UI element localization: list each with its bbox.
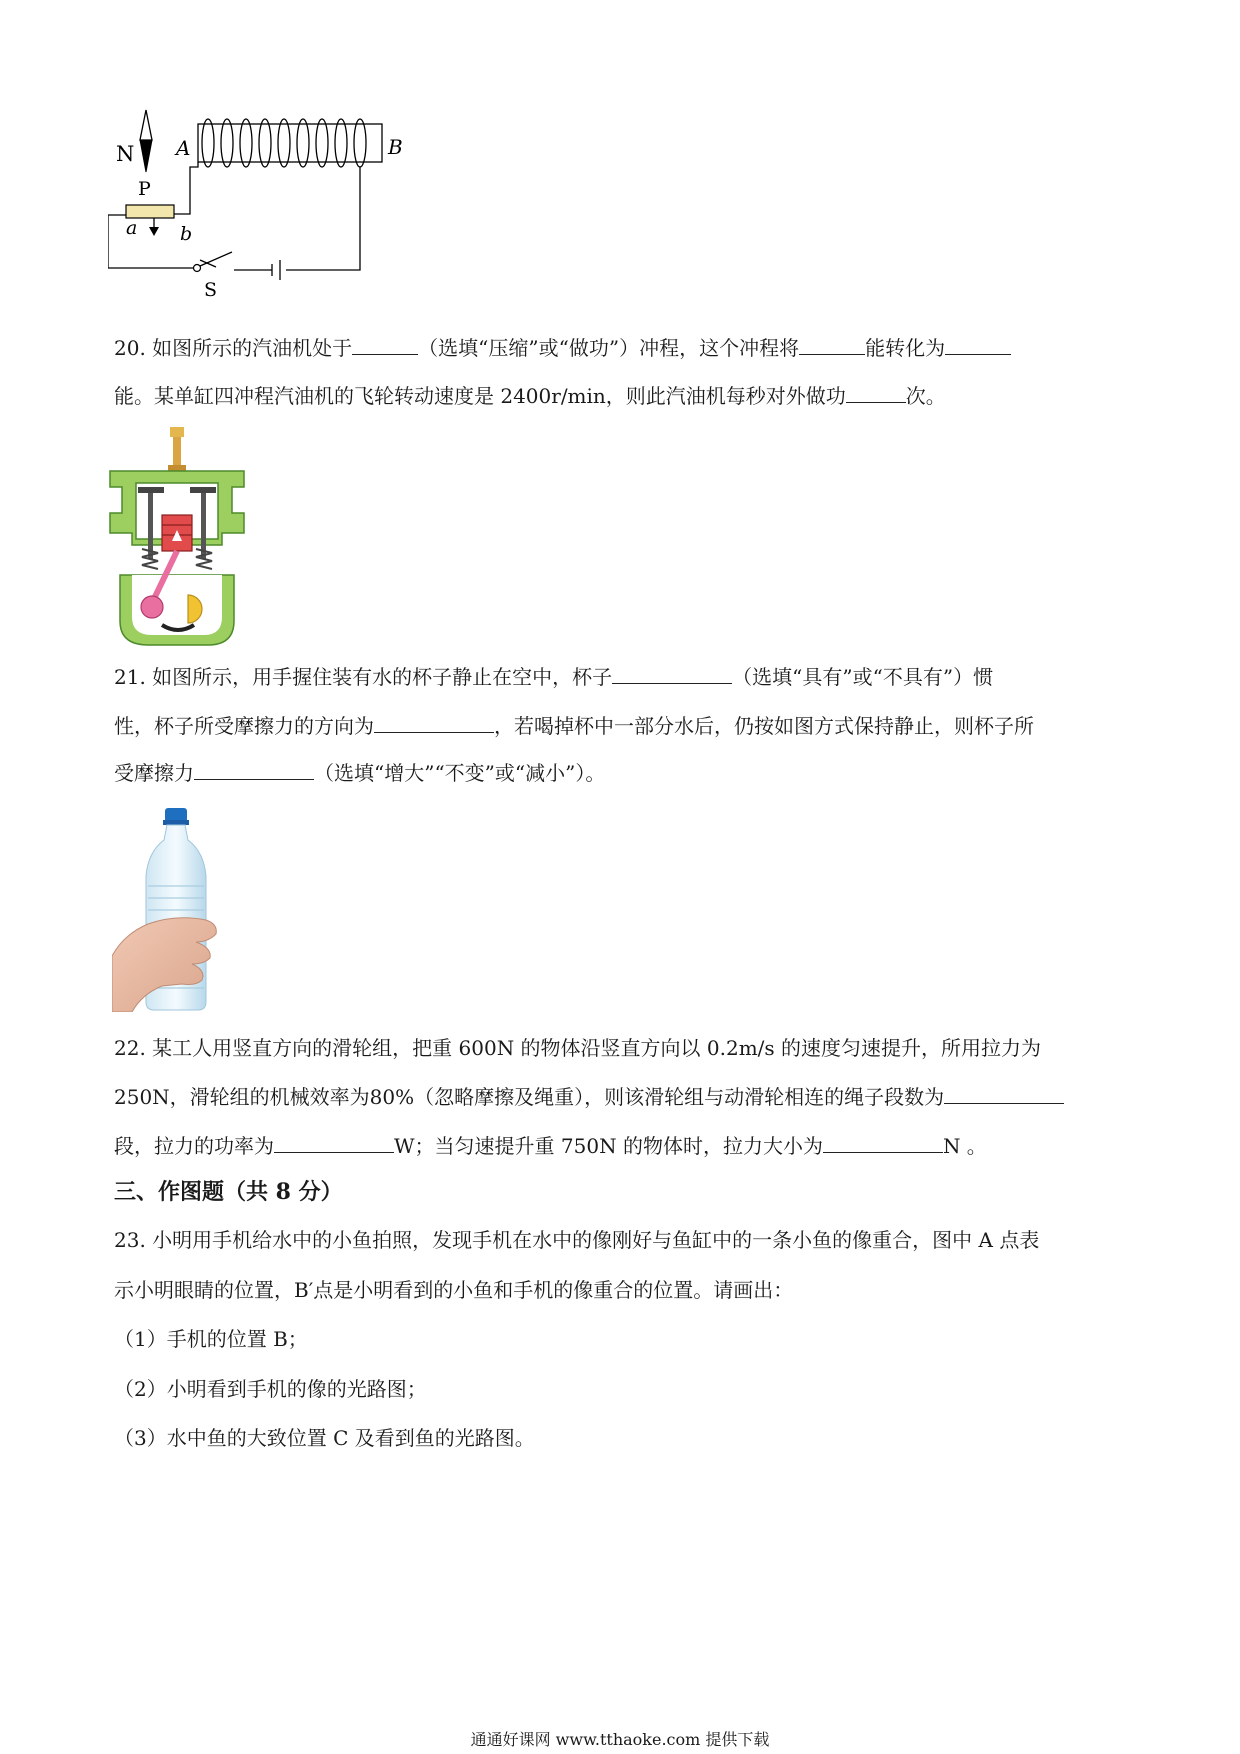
q23-item-3: （3）水中鱼的大致位置 C 及看到鱼的光路图。 xyxy=(114,1426,535,1450)
q22-blank-pull-force[interactable] xyxy=(823,1132,943,1153)
q20-blank-stroke[interactable] xyxy=(352,334,418,355)
q20-text-4: 能。某单缸四冲程汽油机的飞轮转动速度是 2400r/min，则此汽油机每秒对外做功 xyxy=(114,384,846,408)
q22-blank-power[interactable] xyxy=(274,1132,394,1153)
slider-p-label: P xyxy=(138,178,151,200)
q21-line-3 xyxy=(114,759,605,787)
q21-blank-friction-change[interactable] xyxy=(194,759,314,780)
q21-text-3: 性，杯子所受摩擦力的方向为 xyxy=(114,714,374,738)
q22-text-5: N 。 xyxy=(942,1134,987,1158)
q21-text-2: （选填“具有”或“不具有”）惯 xyxy=(732,665,994,689)
q22-text-3: 段，拉力的功率为 xyxy=(114,1134,274,1158)
q20-line-1 xyxy=(114,334,1011,362)
compass-needle-icon xyxy=(140,110,152,172)
compass-n-label: N xyxy=(116,142,135,166)
q23-line-1: 23. 小明用手机给水中的小鱼拍照，发现手机在水中的像刚好与鱼缸中的一条小鱼的像重合，图中 A 点表 xyxy=(114,1228,1040,1252)
solenoid-end-b-label: B xyxy=(388,135,403,159)
q23-item-2: （2）小明看到手机的像的光路图； xyxy=(114,1377,427,1401)
slider-arrow-icon xyxy=(149,227,159,236)
solenoid-circuit-figure xyxy=(108,100,418,305)
q22-text-2: 250N，滑轮组的机械效率为80%（忽略摩擦及绳重），则该滑轮组与动滑轮相连的绳子段数为 xyxy=(114,1085,945,1109)
q21-line-2 xyxy=(114,712,1034,740)
q21-text-6: （选填“增大”“不变”或“减小”）。 xyxy=(314,761,606,785)
q22-line-2 xyxy=(114,1083,1064,1111)
page-footer: 通通好课网 www.tthaoke.com 提供下载 xyxy=(470,1730,770,1749)
q20-text-3: 能转化为 xyxy=(865,336,946,360)
gasoline-engine-figure xyxy=(108,425,248,647)
section-3-heading: 三、作图题（共 8 分） xyxy=(114,1179,343,1205)
q22-text-4: W；当匀速提升重 750N 的物体时，拉力大小为 xyxy=(394,1134,823,1158)
q20-line-2 xyxy=(114,382,946,410)
water-bottle-hand-photo xyxy=(112,806,237,1012)
q20-text-1: 20. 如图所示的汽油机处于 xyxy=(114,336,353,360)
rheostat-a-label: a xyxy=(126,217,138,239)
q22-blank-rope-segments[interactable] xyxy=(944,1083,1064,1104)
q23-item-1: （1）手机的位置 B； xyxy=(114,1327,308,1351)
solenoid-coil xyxy=(202,119,366,167)
q21-text-4: ，若喝掉杯中一部分水后，仍按如图方式保持静止，则杯子所 xyxy=(494,714,1034,738)
q21-text-5: 受摩擦力 xyxy=(114,761,194,785)
q20-text-5: 次。 xyxy=(905,384,946,408)
switch-contact xyxy=(194,265,201,272)
q20-blank-work-count[interactable] xyxy=(846,382,906,403)
q21-blank-inertia[interactable] xyxy=(612,663,732,684)
q20-blank-energy-to[interactable] xyxy=(945,334,1011,355)
q21-text-1: 21. 如图所示，用手握住装有水的杯子静止在空中，杯子 xyxy=(114,665,613,689)
q22-line-1 xyxy=(114,1034,1041,1062)
solenoid-end-a-label: A xyxy=(176,136,191,160)
q22-line-3 xyxy=(114,1132,987,1160)
switch-s-label: S xyxy=(204,279,218,301)
q22-text-1: 22. 某工人用竖直方向的滑轮组，把重 600N 的物体沿竖直方向以 0.2m/s 的速度匀速提升，所用拉力为 xyxy=(114,1036,1042,1060)
q20-blank-energy-from[interactable] xyxy=(799,334,865,355)
q20-text-2: （选填“压缩”或“做功”）冲程，这个冲程将 xyxy=(418,336,800,360)
q21-line-1 xyxy=(114,663,993,691)
switch-lever xyxy=(200,252,232,266)
rheostat-b-label: b xyxy=(180,223,193,245)
q23-line-2: 示小明眼睛的位置，B′点是小明看到的小鱼和手机的像重合的位置。请画出： xyxy=(114,1278,794,1302)
q21-blank-friction-direction[interactable] xyxy=(374,712,494,733)
